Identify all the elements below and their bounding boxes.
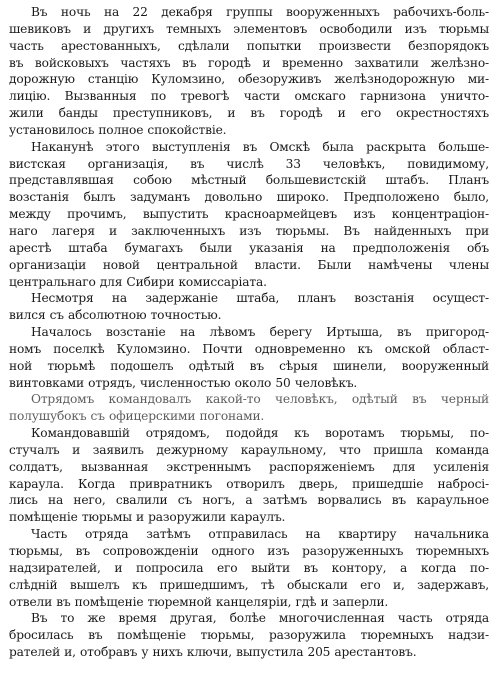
paragraph [9, 290, 489, 324]
text-line: Въ ночь на 22 декабря группы вооруженныхъ рабочихъ-боль- [31, 5, 489, 19]
text-line: лицію. Вызванныя по тревогѣ части омскаго гарнизона уничто- [9, 89, 489, 104]
paragraph [9, 4, 489, 139]
text-line: центральнаго для Сибири комиссаріата. [9, 274, 267, 289]
text-line: Командовавшій отрядомъ, подойдя къ воротамъ тюрьмы, по- [31, 426, 489, 441]
text-line: ной тюрьмѣ подошелъ одѣтый въ сѣрыя шинели, вооруженный [9, 358, 489, 373]
text-line: между прочимъ, выпустить красноармейцевъ изъ концентраціон- [9, 207, 489, 222]
text-line: тюрьмы, въ сопровожденіи одного изъ разоруженныхъ тюремныхъ [9, 544, 489, 558]
text-line: вистская организація, въ числѣ 33 человѣкъ, повидимому, [9, 156, 489, 171]
paragraph [9, 324, 489, 391]
paragraph [9, 425, 489, 526]
text-line: Отрядомъ командовалъ какой-то человѣкъ, одѣтый въ черный [31, 392, 489, 407]
text-line: организаціи новой центральной власти. Были намѣчены члены [9, 257, 489, 272]
text-line: лись на него, свалили съ ногъ, а затѣмъ ворвались въ караульное [9, 493, 489, 508]
text-line: надзирателей, и попросила его выйти въ контору, а когда по- [9, 560, 489, 575]
text-line: установилось полное спокойствіе. [9, 122, 227, 137]
paragraph [9, 391, 489, 425]
text-line: караула. Когда привратникъ отворилъ дверь, пришедшіе набросі- [9, 476, 489, 491]
paragraph [9, 526, 489, 610]
text-line: слѣдній вышелъ къ пришедшимъ, тѣ обыскали его и, задержавъ, [9, 577, 489, 592]
article-body [9, 4, 489, 661]
text-line: винтовками отрядъ, численностью около 50 человѣкъ. [9, 375, 358, 390]
text-line: наго лагеря и заключенныхъ изъ тюрьмы. Въ найденныхъ при [9, 223, 489, 238]
text-line: полушубокъ съ офицерскими погонами. [9, 409, 265, 424]
text-line: Часть отряда затѣмъ отправилась на квартиру начальника [31, 527, 489, 542]
text-line: арестѣ штаба бумагахъ были указанія на предположенія объ [9, 240, 489, 255]
text-line: солдатъ, вызванная экстреннымъ распоряженіемъ для усиленія [9, 459, 489, 474]
text-line: шевиковъ и другихъ темныхъ элементовъ освободили изъ тюрьмы [9, 21, 489, 36]
text-line: Въ то же время другая, болѣе многочисленная часть отряда [31, 611, 489, 626]
text-line: Началось возстаніе на лѣвомъ берегу Иртыша, въ пригород- [31, 325, 489, 340]
text-line: Несмотря на задержаніе штаба, планъ возстанія осущест- [31, 291, 489, 306]
text-line: часть арестованныхъ, сдѣлали попытки произвести безпорядокъ [9, 38, 489, 53]
text-line: представлявшая собою мѣстный большевистскій штабъ. Планъ [9, 173, 489, 188]
text-line: дорожную станцію Куломзино, обезоруживъ желѣзнодорожную ми- [9, 72, 489, 87]
text-line: стучалъ и заявилъ дежурному караульному, что пришла команда [9, 442, 489, 457]
text-line: Наканунѣ этого выступленія въ Омскѣ была раскрыта больше- [31, 139, 489, 154]
text-line: бросилась въ помѣщеніе тюрьмы, разоружила тюремныхъ надзи- [9, 628, 489, 643]
text-line: вился съ абсолютною точностью. [9, 308, 222, 323]
text-line: помѣщеніе тюрьмы и разоружили караулъ. [9, 510, 286, 525]
text-line: жили банды преступниковъ, и въ городѣ и его окрестностяхъ [9, 106, 489, 121]
text-line: рателей и, отобравъ у нихъ ключи, выпустила 205 арестантовъ. [9, 645, 417, 660]
text-line: номъ поселкѣ Куломзино. Почти одновременно къ омской област- [9, 341, 489, 356]
text-line: возстанія былъ задуманъ довольно широко. Предположено было, [9, 190, 489, 205]
paragraph [9, 610, 489, 661]
text-line: отвели въ помѣщеніе тюремной канцеляріи, гдѣ и заперли. [9, 594, 389, 609]
paragraph [9, 139, 489, 291]
text-line: въ войсковыхъ частяхъ въ городѣ и временно захватили желѣзно- [9, 55, 489, 70]
